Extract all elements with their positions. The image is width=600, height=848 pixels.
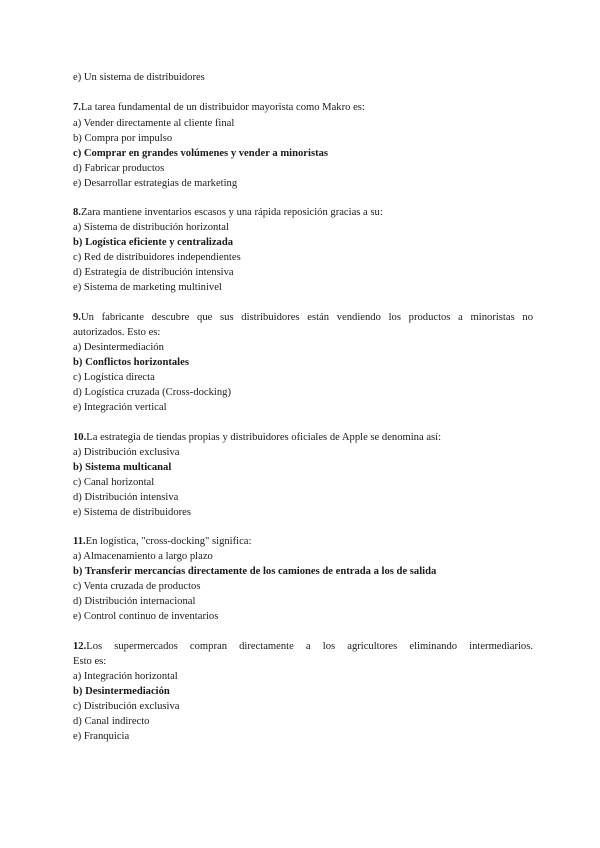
- question-number: 9.: [73, 312, 81, 323]
- option-top-e: e) Un sistema de distribuidores: [73, 72, 205, 83]
- option-9-e: e) Integración vertical: [73, 402, 167, 413]
- question-8: [73, 206, 533, 221]
- option-11-a: a) Almacenamiento a largo plazo: [73, 551, 213, 562]
- option-8-e: e) Sistema de marketing multinivel: [73, 282, 222, 293]
- option-12-c: c) Distribución exclusiva: [73, 701, 180, 712]
- option-10-e: e) Sistema de distribuidores: [73, 507, 191, 518]
- question-10: [73, 431, 533, 446]
- option-12-a: a) Integración horizontal: [73, 671, 178, 682]
- option-10-c: c) Canal horizontal: [73, 477, 155, 488]
- option-9-c: c) Logística directa: [73, 372, 155, 383]
- option-7-c-correct: c) Comprar en grandes volúmenes y vender a minoristas: [73, 148, 329, 159]
- option-7-a: a) Vender directamente al cliente final: [73, 118, 235, 129]
- question-number: 11.: [73, 536, 86, 547]
- option-12-e: e) Franquicia: [73, 731, 130, 742]
- question-text: Los supermercados compran directamente a los agricultores eliminando intermediarios.: [86, 641, 533, 652]
- question-text: Zara mantiene inventarios escasos y una rápida reposición gracias a su:: [80, 207, 383, 218]
- option-8-c: c) Red de distribuidores independientes: [73, 252, 241, 263]
- option-9-b-correct: b) Conflictos horizontales: [73, 357, 189, 368]
- question-11: [73, 535, 533, 550]
- question-number: 12.: [73, 641, 87, 652]
- question-number: 8.: [73, 207, 81, 218]
- option-7-b: b) Compra por impulso: [73, 133, 173, 144]
- option-10-b-correct: b) Sistema multicanal: [73, 462, 172, 473]
- question-9-line-1: [73, 311, 533, 326]
- option-10-a: a) Distribución exclusiva: [73, 447, 180, 458]
- question-12-line-2: Esto es:: [73, 656, 107, 667]
- question-number: 7.: [73, 102, 81, 113]
- question-7: [73, 101, 533, 116]
- question-text: En logística, "cross-docking" significa:: [85, 536, 252, 547]
- option-10-d: d) Distribución intensiva: [73, 492, 179, 503]
- question-text: Un fabricante descubre que sus distribuidores están vendiendo los productos a minoristas no: [80, 312, 533, 323]
- option-11-c: c) Venta cruzada de productos: [73, 581, 201, 592]
- option-12-d: d) Canal indirecto: [73, 716, 150, 727]
- option-7-d: d) Fabricar productos: [73, 163, 165, 174]
- option-8-b-correct: b) Logística eficiente y centralizada: [73, 237, 234, 248]
- option-7-e: e) Desarrollar estrategias de marketing: [73, 178, 238, 189]
- question-text: La tarea fundamental de un distribuidor mayorista como Makro es:: [80, 102, 365, 113]
- option-12-b-correct: b) Desintermediación: [73, 686, 170, 697]
- option-9-a: a) Desintermediación: [73, 342, 164, 353]
- question-9-line-2: autorizados. Esto es:: [73, 327, 161, 338]
- question-12-line-1: [73, 640, 533, 655]
- option-9-d: d) Logística cruzada (Cross-docking): [73, 387, 231, 398]
- option-11-b-correct: b) Transferir mercancías directamente de los camiones de entrada a los de salida: [73, 566, 437, 577]
- question-number: 10.: [73, 432, 87, 443]
- option-8-d: d) Estrategia de distribución intensiva: [73, 267, 234, 278]
- option-8-a: a) Sistema de distribución horizontal: [73, 222, 229, 233]
- question-text: La estrategia de tiendas propias y distribuidores oficiales de Apple se denomina así:: [86, 432, 442, 443]
- option-11-d: d) Distribución internacional: [73, 596, 196, 607]
- option-11-e: e) Control continuo de inventarios: [73, 611, 219, 622]
